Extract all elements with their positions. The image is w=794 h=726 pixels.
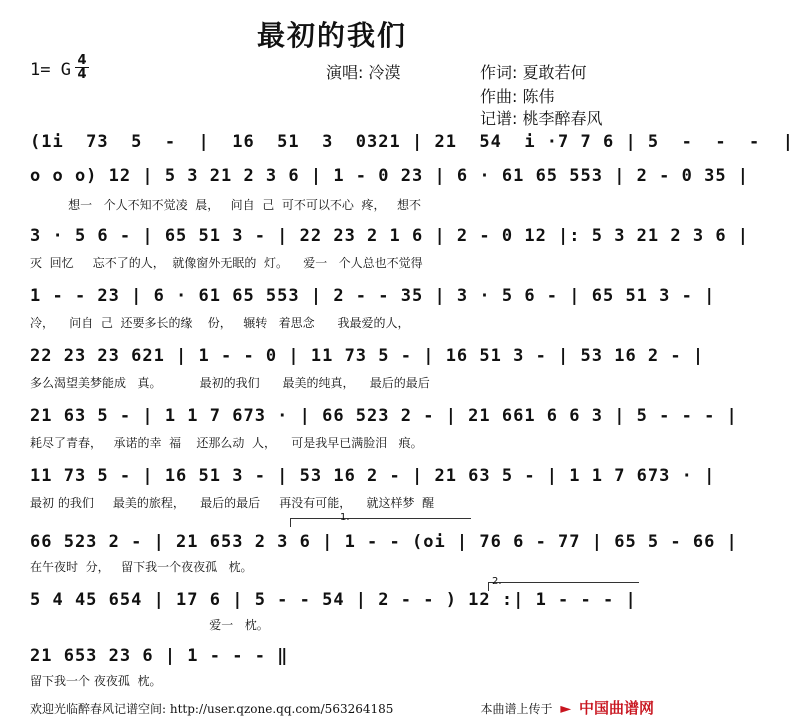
notation-line-8: 66 523 2 - | 21 653 2 3 6 | 1 - - (oi | 76 6 - 77 | 65 5 - 66 | bbox=[30, 532, 738, 552]
singer-credit: 演唱: 冷漠 bbox=[326, 63, 401, 82]
notation-line-4: 1 - - 23 | 6 · 61 65 553 | 2 - - 35 | 3 · 5 6 - | 65 51 3 - | bbox=[30, 286, 716, 306]
volta-label-1: 1. bbox=[340, 512, 350, 523]
notation-line-1: (1i 73 5 - | 16 51 3 0321 | 21 54 i ·7 7 6 | 5 - - - | bbox=[30, 132, 794, 152]
notation-line-6: 21 63 5 - | 1 1 7 673 · | 66 523 2 - | 21 661 6 6 3 | 5 - - - | bbox=[30, 406, 738, 426]
brand-logo-icon: ► bbox=[560, 701, 572, 717]
time-signature bbox=[75, 54, 89, 81]
upload-label: 本曲谱上传于 bbox=[480, 702, 553, 716]
brand-name[interactable]: 中国曲谱网 bbox=[578, 699, 654, 717]
lyrics-line-5: 多么渴望美梦能成 真。 最初的我们 最美的纯真， 最后的最后 bbox=[30, 376, 430, 390]
notation-line-3: 3 · 5 6 - | 65 51 3 - | 22 23 2 1 6 | 2 - 0 12 |: 5 3 21 2 3 6 | bbox=[30, 226, 750, 246]
notation-line-7: 11 73 5 - | 16 51 3 - | 53 16 2 - | 21 63 5 - | 1 1 7 673 · | bbox=[30, 466, 716, 486]
lyrics-line-7: 最初 的我们 最美的旅程， 最后的最后 再没有可能， 就这样梦 醒 bbox=[30, 496, 435, 510]
time-signature-bottom: 4 bbox=[75, 67, 89, 81]
transcriber-credit: 记谱: 桃李醉春风 bbox=[480, 109, 603, 128]
composer-credit: 作曲: 陈伟 bbox=[480, 87, 555, 106]
upload-credit bbox=[481, 697, 654, 718]
lyricist-credit: 作词: 夏敢若何 bbox=[480, 63, 587, 82]
lyrics-line-8: 在午夜时 分， 留下我一个夜夜孤 枕。 bbox=[30, 560, 253, 574]
footer-text: 欢迎光临醉春风记谱空间: http://user.qzone.qq.com/563264185 bbox=[30, 702, 394, 716]
notation-line-2: o o o) 12 | 5 3 21 2 3 6 | 1 - 0 23 | 6 · 61 65 553 | 2 - 0 35 | bbox=[30, 166, 750, 186]
lyrics-line-6: 耗尽了青春， 承诺的幸 福 还那么动 人， 可是我早已满脸泪 痕。 bbox=[30, 436, 423, 450]
lyrics-line-10: 留下我一个 夜夜孤 枕。 bbox=[30, 674, 162, 688]
song-title: 最初的我们 bbox=[256, 19, 407, 52]
lyrics-line-9: 爱一 枕。 bbox=[30, 618, 269, 632]
lyrics-line-3: 灭 回忆 忘不了的人， 就像窗外无眠的 灯。 爱一 个人总也不觉得 bbox=[30, 256, 423, 270]
volta-label-2: 2. bbox=[492, 576, 502, 587]
key-signature: 1= G bbox=[30, 60, 71, 80]
notation-line-10: 21 653 23 6 | 1 - - - ‖ bbox=[30, 646, 289, 666]
volta-bracket-1 bbox=[290, 518, 471, 527]
notation-line-9: 5 4 45 654 | 17 6 | 5 - - 54 | 2 - - ) 12 :| 1 - - - | bbox=[30, 590, 637, 610]
lyrics-line-4: 冷， 问自 己 还要多长的缘 份， 辗转 着思念 我最爱的人， bbox=[30, 316, 410, 330]
time-signature-top: 4 bbox=[77, 53, 87, 68]
notation-line-5: 22 23 23 621 | 1 - - 0 | 11 73 5 - | 16 51 3 - | 53 16 2 - | bbox=[30, 346, 705, 366]
lyrics-line-2: 想一 个人不知不觉凌 晨， 问自 己 可不可以不心 疼， 想不 bbox=[30, 198, 421, 212]
